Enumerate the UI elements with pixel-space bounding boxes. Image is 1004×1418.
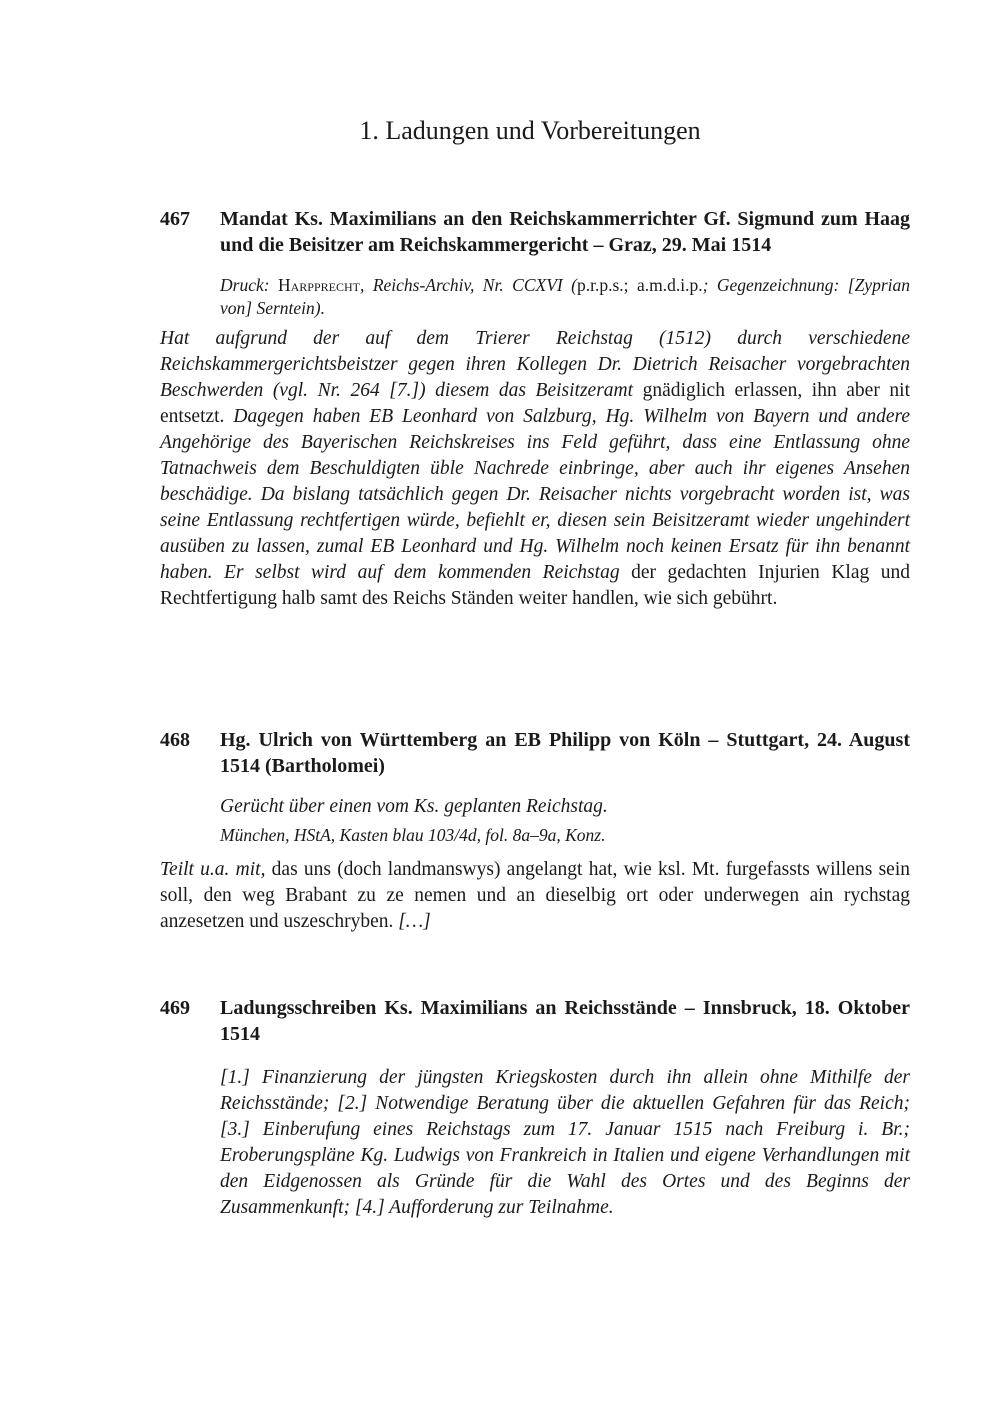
source-label: Druck: — [220, 275, 270, 295]
summary-text: Gerücht über einen vom Ks. geplanten Reichstag. — [220, 796, 608, 817]
source-formula-2: a.m.d.i.p. — [628, 275, 703, 295]
entry-number: 468 — [160, 729, 190, 751]
entry-title: Hg. Ulrich von Württemberg an EB Philipp von Köln – Stuttgart, 24. August 1514 (Bartholomei) — [220, 729, 910, 777]
quote-text: der gedachten Injurien Klag und Rechtfertigung halb samt des Reichs Ständen weiter handlen, wie sich gebührt. — [160, 562, 911, 609]
entry-heading — [160, 995, 910, 1047]
source-countersign: ; Gegenzeichnung: [Zyprian von] Serntein). — [220, 275, 910, 318]
entry-summary — [220, 1065, 910, 1221]
entry-title: Mandat Ks. Maximilians an den Reichskammerrichter Gf. Sigmund zum Haag und die Beisitzer am Reichskammergericht – Graz, 29. Mai 1514 — [220, 208, 910, 256]
summary-text: [1.] Finanzierung der jüngsten Kriegskosten durch ihn allein ohne Mithilfe der Reichsstände; [2.] Notwendige Beratung über die aktuellen Gefahren für das Reich; [3.] Einberufung eines Reichstags zum 17. Januar 1515 nach Freiburg i. Br.; Eroberungspläne Kg. Ludwigs von Frankreich in Italien und eigene Verhandlungen mit den Eidgenossen als Gründe für die Wahl des Ortes und des Beginns der Zusammenkunft; [4.] Aufforderung zur Teilnahme. — [220, 1067, 910, 1218]
source-title: , Reichs-Archiv, Nr. CCXVI ( — [360, 275, 577, 295]
entry-heading — [160, 206, 910, 258]
entry-body — [160, 326, 910, 612]
archive-text: München, HStA, Kasten blau 103/4d, fol. 8a–9a, Konz. — [220, 825, 606, 845]
entry-heading — [160, 727, 910, 779]
quote-text: das uns (doch landmanswys) angelangt hat, wie ksl. Mt. furgefassts willens sein soll, den weg Brabant zu ze nemen und an dieselbig ort oder underwegen ain rychstag anzesetzen und uszeschryben. — [160, 859, 910, 932]
source-formula: p.r.p.s.; — [576, 275, 629, 295]
print-source — [220, 274, 910, 320]
ellipsis: […] — [398, 911, 431, 932]
entry-number: 469 — [160, 997, 190, 1019]
entry-467 — [160, 206, 910, 612]
entry-469 — [160, 995, 910, 1221]
entry-summary — [220, 795, 910, 818]
entry-body — [160, 857, 910, 935]
source-author: Harpprecht — [278, 275, 360, 295]
page-title: 1. Ladungen und Vorbereitungen — [359, 116, 701, 145]
summary-text: Hat aufgrund der auf dem Trierer Reichstag (1512) durch verschiedene Reichskammergerichtsbeistzer gegen ihren Kollegen Dr. Dietrich Reisacher vorgebrachten Beschwerden (vgl. Nr. 264 [7.]) diesem das Beisitzeramt — [160, 328, 910, 401]
quote-text: gnädiglich erlassen, ihn aber nit entsetzt. — [160, 380, 910, 427]
entry-title: Ladungsschreiben Ks. Maximilians an Reichsstände – Innsbruck, 18. Oktober 1514 — [220, 997, 910, 1045]
entry-number: 467 — [160, 208, 190, 230]
archive-reference — [220, 824, 910, 847]
summary-text: Dagegen haben EB Leonhard von Salzburg, Hg. Wilhelm von Bayern und andere Angehörige des Bayerischen Reichskreises ins Feld geführt, dass eine Entlassung ohne Tatnachweis dem Beschuldigten üble Nachrede einbringe, aber auch ihr eigenes Ansehen beschädige. Da bislang tatsächlich gegen Dr. Reisacher nichts vorgebracht worden ist, was seine Entlassung rechtfertigen würde, befiehlt er, diesen sein Beisitzeramt wieder ungehindert ausüben zu lassen, zumal EB Leonhard und Hg. Wilhelm noch keinen Ersatz für ihn benannt haben. Er selbst wird auf dem kommenden Reichstag — [160, 406, 910, 583]
summary-text: Teilt u.a. mit, — [160, 859, 266, 880]
entry-468 — [160, 727, 910, 935]
